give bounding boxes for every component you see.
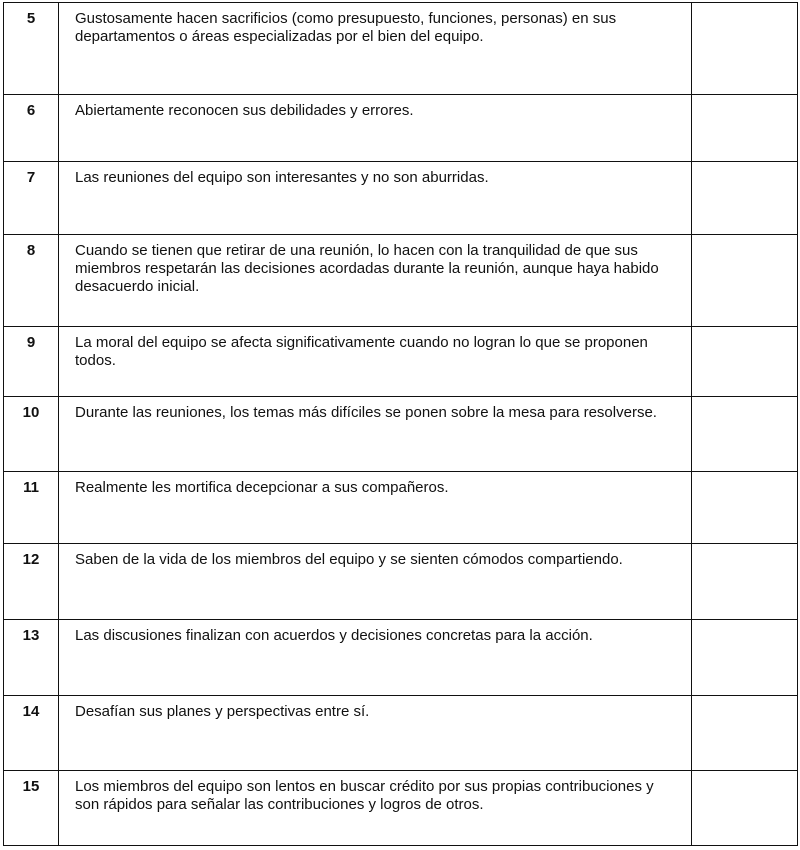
table-row <box>4 620 798 696</box>
item-number: 5 <box>4 3 59 95</box>
item-statement-text: Los miembros del equipo son lentos en buscar crédito por sus propias contribuciones y son rápidos para señalar las contribuciones y logros de otros. <box>75 778 654 813</box>
answer-cell[interactable] <box>692 696 798 771</box>
answer-cell[interactable] <box>692 162 798 235</box>
item-statement <box>59 3 692 95</box>
item-statement <box>59 162 692 235</box>
table-row <box>4 771 798 846</box>
item-statement <box>59 544 692 620</box>
item-statement <box>59 235 692 327</box>
item-statement-text: Saben de la vida de los miembros del equipo y se sienten cómodos compartiendo. <box>75 551 623 568</box>
item-statement-text: Las discusiones finalizan con acuerdos y decisiones concretas para la acción. <box>75 627 593 644</box>
item-statement <box>59 472 692 544</box>
item-number: 11 <box>4 472 59 544</box>
item-statement-text: Abiertamente reconocen sus debilidades y errores. <box>75 102 414 119</box>
item-statement <box>59 95 692 162</box>
item-number: 9 <box>4 327 59 397</box>
table-row <box>4 3 798 95</box>
item-statement-text: Las reuniones del equipo son interesantes y no son aburridas. <box>75 169 489 186</box>
item-number: 10 <box>4 397 59 472</box>
answer-cell[interactable] <box>692 95 798 162</box>
table-row <box>4 472 798 544</box>
item-number: 6 <box>4 95 59 162</box>
item-number: 8 <box>4 235 59 327</box>
table-row <box>4 397 798 472</box>
table-row <box>4 544 798 620</box>
item-statement <box>59 620 692 696</box>
item-statement <box>59 696 692 771</box>
answer-cell[interactable] <box>692 620 798 696</box>
item-statement <box>59 327 692 397</box>
answer-cell[interactable] <box>692 3 798 95</box>
item-statement <box>59 771 692 846</box>
table-row <box>4 162 798 235</box>
answer-cell[interactable] <box>692 327 798 397</box>
answer-cell[interactable] <box>692 397 798 472</box>
item-statement-text: Durante las reuniones, los temas más difíciles se ponen sobre la mesa para resolverse. <box>75 404 657 421</box>
table-row <box>4 235 798 327</box>
item-statement-text: Cuando se tienen que retirar de una reunión, lo hacen con la tranquilidad de que sus miembros respetarán las decisiones acordadas durante la reunión, aunque haya habido desacuerdo inicial. <box>75 242 659 295</box>
table-row <box>4 696 798 771</box>
item-number: 7 <box>4 162 59 235</box>
table-row <box>4 327 798 397</box>
item-statement-text: Realmente les mortifica decepcionar a sus compañeros. <box>75 479 449 496</box>
questionnaire-table <box>3 2 798 846</box>
item-statement-text: Gustosamente hacen sacrificios (como presupuesto, funciones, personas) en sus departamentos o áreas especializadas por el bien del equipo. <box>75 10 617 45</box>
item-number: 15 <box>4 771 59 846</box>
item-number: 14 <box>4 696 59 771</box>
item-number: 12 <box>4 544 59 620</box>
answer-cell[interactable] <box>692 472 798 544</box>
answer-cell[interactable] <box>692 771 798 846</box>
answer-cell[interactable] <box>692 235 798 327</box>
item-number: 13 <box>4 620 59 696</box>
table-row <box>4 95 798 162</box>
item-statement-text: Desafían sus planes y perspectivas entre sí. <box>75 703 370 720</box>
item-statement <box>59 397 692 472</box>
answer-cell[interactable] <box>692 544 798 620</box>
item-statement-text: La moral del equipo se afecta significativamente cuando no logran lo que se proponen todos. <box>75 334 648 369</box>
